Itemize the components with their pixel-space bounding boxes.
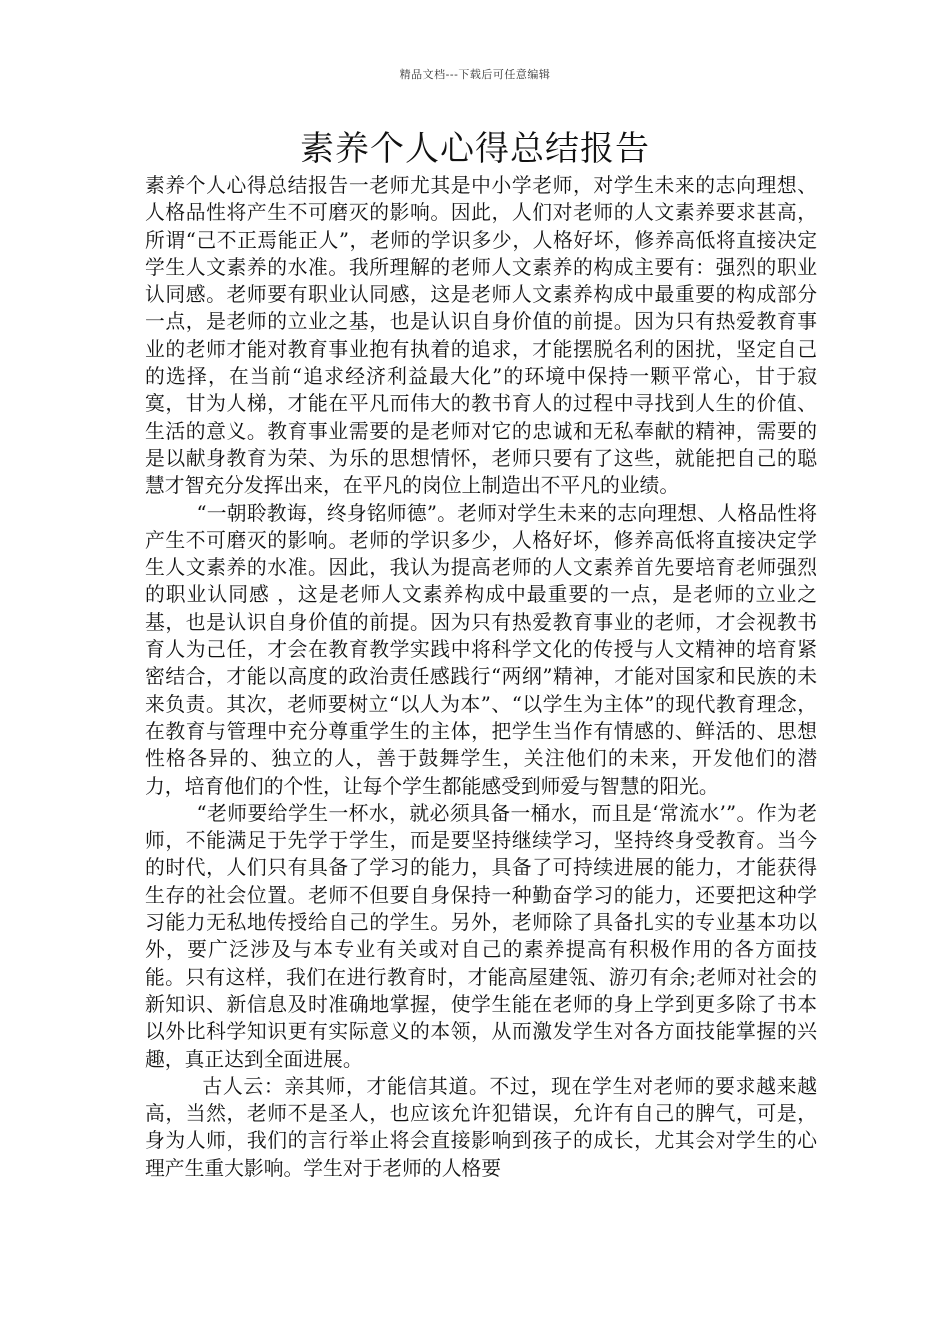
paragraph-4: 古人云：亲其师，才能信其道。不过，现在学生对老师的要求越来越高，当然，老师不是圣人，也应该允许犯错误，允许有自己的脾气，可是，身为人师，我们的言行举止将会直接影响到孩子的成长，尤其会对学生的心理产生重大影响。学生对于老师的人格要 <box>145 1074 817 1180</box>
paragraph-1: 素养个人心得总结报告一老师尤其是中小学老师，对学生未来的志向理想、人格品性将产生不可磨灭的影响。因此，人们对老师的人文素养要求甚高，所谓“己不正焉能正人”，老师的学识多少，人格好坏，修养高低将直接决定学生人文素养的水准。我所理解的老师人文素养的构成主要有：强烈的职业认同感。老师要有职业认同感，这是老师人文素养构成中最重要的构成部分一点，是老师的立业之基，也是认识自身价值的前提。因为只有热爱教育事业的老师才能对教育事业抱有执着的追求，才能摆脱名利的困扰，坚定自己的选择，在当前“追求经济利益最大化”的环境中保持一颗平常心，甘于寂寞，甘为人梯，才能在平凡而伟大的教书育人的过程中寻找到人生的价值、生活的意义。教育事业需要的是老师对它的忠诚和无私奉献的精神，需要的是以献身教育为荣、为乐的思想情怀，老师只要有了这些，就能把自己的聪慧才智充分发挥出来，在平凡的岗位上制造出不平凡的业绩。 <box>145 174 817 498</box>
document-body <box>145 172 817 1182</box>
page-header: 精品文档---下载后可任意编辑 <box>399 68 551 81</box>
document-title: 素养个人心得总结报告 <box>300 129 650 169</box>
paragraph-3: “老师要给学生一杯水，就必须具备一桶水，而且是‘常流水’”。作为老师，不能满足于先学于学生，而是要坚持继续学习，坚持终身受教育。当今的时代，人们只有具备了学习的能力，具备了可持续进展的能力，才能获得生存的社会位置。老师不但要自身保持一种勤奋学习的能力，还要把这种学习能力无私地传授给自己的学生。另外，老师除了具备扎实的专业基本功以外，要广泛涉及与本专业有关或对自己的素养提高有积极作用的各方面技能。只有这样，我们在进行教育时，才能高屋建瓴、游刃有余;老师对社会的新知识、新信息及时准确地掌握，使学生能在老师的身上学到更多除了书本以外比科学知识更有实际意义的本领，从而激发学生对各方面技能掌握的兴趣，真正达到全面进展。 <box>145 801 817 1071</box>
paragraph-2: “一朝聆教诲，终身铭师德”。老师对学生未来的志向理想、人格品性将产生不可磨灭的影响。老师的学识多少，人格好坏，修养高低将直接决定学生人文素养的水准。因此，我认为提高老师的人文素养首先要培育老师强烈的职业认同感 ，这是老师人文素养构成中最重要的一点，是老师的立业之基，也是认识自身价值的前提。因为只有热爱教育事业的老师，才会视教书育人为己任，才会在教育教学实践中将科学文化的传授与人文精神的培育紧密结合，才能以高度的政治责任感践行“两纲”精神，才能对国家和民族的未来负责。其次，老师要树立“以人为本”、“以学生为主体”的现代教育理念，在教育与管理中充分尊重学生的主体，把学生当作有情感的、鲜活的、思想性格各异的、独立的人，善于鼓舞学生，关注他们的未来，开发他们的潜力，培育他们的个性，让每个学生都能感受到师爱与智慧的阳光。 <box>145 501 817 798</box>
